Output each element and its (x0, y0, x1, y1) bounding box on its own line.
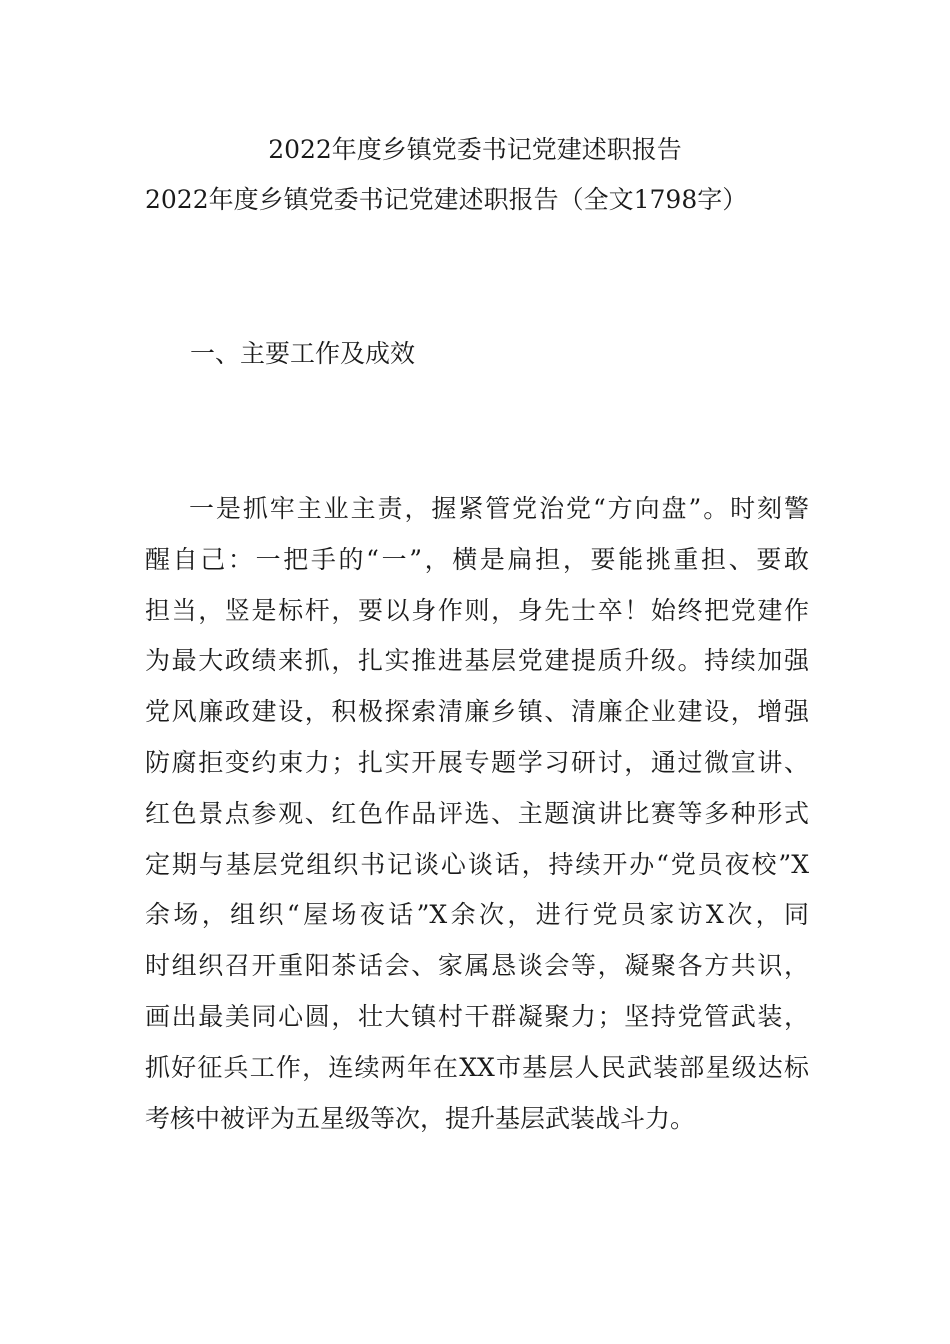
paragraph-line: 党风廉政建设，积极探索清廉乡镇、清廉企业建设，增强 (145, 697, 809, 727)
section-heading: 一、主要工作及成效 (190, 339, 416, 368)
paragraph-line: 时组织召开重阳茶话会、家属恳谈会等，凝聚各方共识， (145, 951, 809, 981)
paragraph-line: 定期与基层党组织书记谈心谈话，持续开办“党员夜校”X (145, 849, 809, 879)
paragraph-line: 考核中被评为五星级等次，提升基层武装战斗力。 (145, 1103, 696, 1133)
document-title: 2022年度乡镇党委书记党建述职报告 (268, 135, 682, 164)
paragraph-line: 醒自己：一把手的“一”，横是扁担，要能挑重担、要敢 (145, 544, 809, 574)
paragraph-line: 余场，组织“屋场夜话”X余次，进行党员家访X次，同 (145, 900, 809, 930)
paragraph-line: 红色景点参观、红色作品评选、主题演讲比赛等多种形式 (145, 798, 809, 828)
document-subtitle: 2022年度乡镇党委书记党建述职报告（全文1798字） (145, 185, 748, 214)
paragraph-line: 防腐拒变约束力；扎实开展专题学习研讨，通过微宣讲、 (145, 747, 809, 777)
paragraph-line: 担当，竖是标杆，要以身作则，身先士卒！始终把党建作 (145, 595, 809, 625)
paragraph-line: 一是抓牢主业主责，握紧管党治党“方向盘”。时刻警 (189, 494, 809, 523)
paragraph-line: 为最大政绩来抓，扎实推进基层党建提质升级。持续加强 (145, 646, 809, 676)
paragraph-line: 抓好征兵工作，连续两年在XX市基层人民武装部星级达标 (145, 1052, 809, 1082)
paragraph-line: 画出最美同心圆，壮大镇村干群凝聚力；坚持党管武装， (145, 1001, 809, 1031)
body-paragraph (145, 484, 809, 1144)
